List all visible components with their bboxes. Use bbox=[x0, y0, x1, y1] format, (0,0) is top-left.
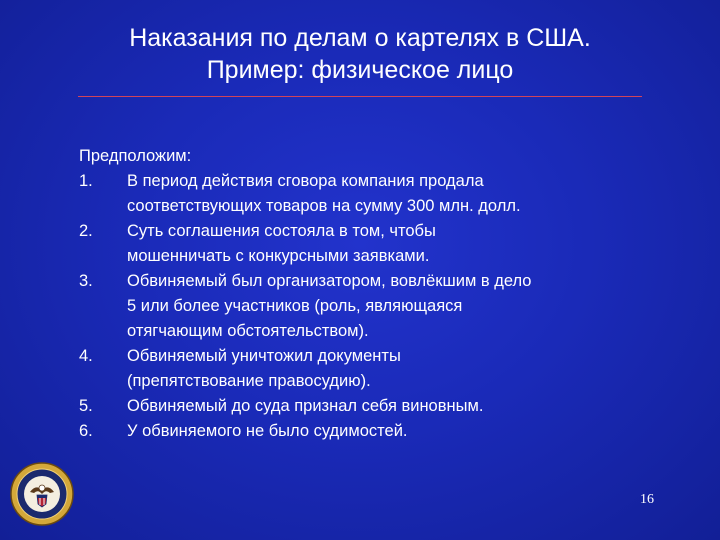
list-item-line: (препятствование правосудию). bbox=[127, 372, 371, 390]
list-item-line: У обвиняемого не было судимостей. bbox=[127, 422, 408, 440]
list-item-number: 4. bbox=[79, 347, 93, 365]
list-item-line: Обвиняемый уничтожил документы bbox=[127, 347, 401, 365]
list-item bbox=[79, 344, 659, 394]
list-item bbox=[79, 269, 659, 344]
slide-body bbox=[79, 144, 659, 444]
department-of-justice-seal-icon bbox=[10, 462, 74, 526]
list-item-line: В период действия сговора компания продала bbox=[127, 172, 484, 190]
list-item-number: 1. bbox=[79, 172, 93, 190]
list-item-line: 5 или более участников (роль, являющаяся bbox=[127, 297, 463, 315]
list-item-text bbox=[127, 394, 483, 419]
list-item-line: мошенничать с конкурсными заявками. bbox=[127, 247, 430, 265]
list-item-number: 5. bbox=[79, 397, 93, 415]
page-number: 16 bbox=[640, 492, 654, 507]
title-divider bbox=[78, 96, 642, 97]
list-item-text bbox=[127, 219, 436, 269]
list-item-line: Обвиняемый был организатором, вовлёкшим в дело bbox=[127, 272, 532, 290]
list-item-text bbox=[127, 419, 408, 444]
title-line-2: Пример: физическое лицо bbox=[206, 56, 514, 84]
list-item-number: 2. bbox=[79, 222, 93, 240]
slide-title bbox=[40, 22, 680, 86]
list-item-text bbox=[127, 169, 521, 219]
list-item-line: отягчающим обстоятельством). bbox=[127, 322, 369, 340]
list-item-text bbox=[127, 269, 531, 344]
list-item-line: Обвиняемый до суда признал себя виновным. bbox=[127, 397, 484, 415]
list-item-number: 6. bbox=[79, 422, 93, 440]
title-line-1: Наказания по делам о картелях в США. bbox=[129, 24, 591, 52]
list-item-number: 3. bbox=[79, 272, 93, 290]
numbered-list bbox=[79, 169, 659, 444]
list-item bbox=[79, 394, 659, 419]
list-item bbox=[79, 419, 659, 444]
list-item bbox=[79, 169, 659, 219]
intro-text: Предположим: bbox=[79, 147, 192, 165]
list-item-text bbox=[127, 344, 401, 394]
list-item-line: Суть соглашения состояла в том, чтобы bbox=[127, 222, 436, 240]
list-item-line: соответствующих товаров на сумму 300 млн. долл. bbox=[127, 197, 521, 215]
list-item bbox=[79, 219, 659, 269]
